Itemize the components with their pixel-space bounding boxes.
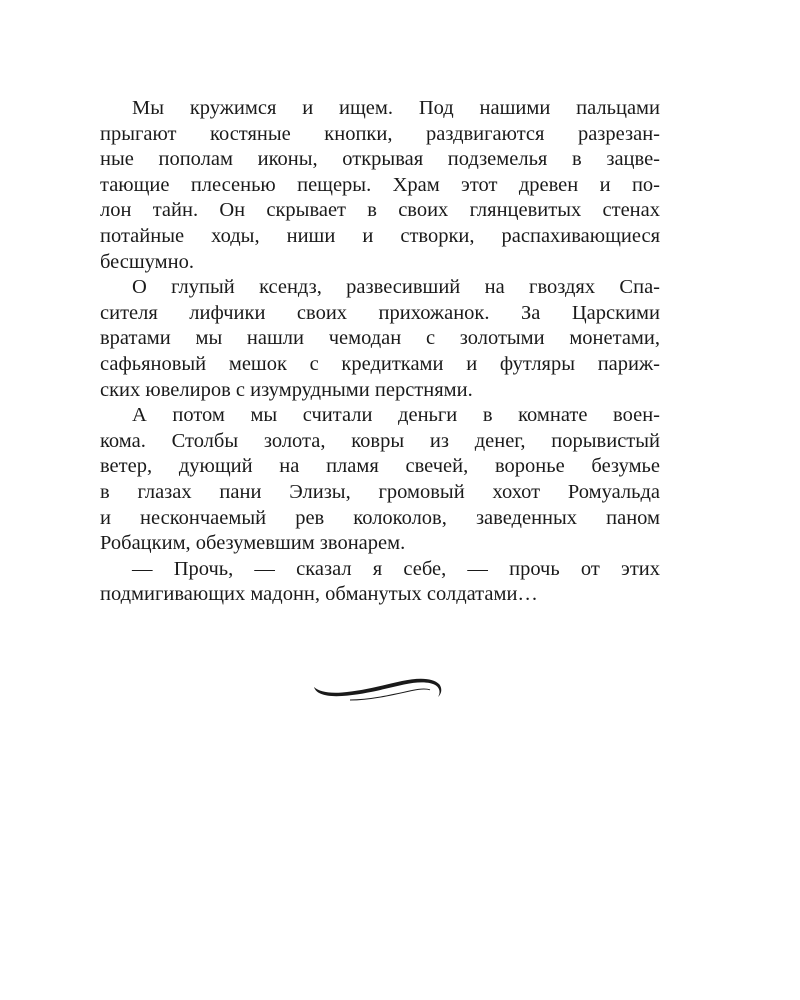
paragraph-3 bbox=[100, 403, 660, 557]
text-line: О глупый ксендз, развесивший на гвоздях Спа- bbox=[132, 276, 660, 299]
text-line: тающие плесенью пещеры. Храм этот древен и по- bbox=[100, 173, 660, 196]
text-line: ских ювелиров с изумрудными перстнями. bbox=[100, 378, 473, 401]
flourish-ornament-icon bbox=[312, 676, 444, 706]
text-line: прыгают костяные кнопки, раздвигаются разрезан- bbox=[100, 122, 660, 145]
text-line: подмигивающих мадонн, обманутых солдатами… bbox=[100, 583, 538, 606]
text-line: А потом мы считали деньги в комнате воен- bbox=[132, 404, 660, 427]
text-line: — Прочь, — сказал я себе, — прочь от этих bbox=[132, 557, 660, 580]
body-text bbox=[100, 96, 660, 608]
text-line: ные пополам иконы, открывая подземелья в зацве- bbox=[100, 148, 660, 171]
text-line: сафьяновый мешок с кредитками и футляры париж- bbox=[100, 352, 660, 375]
text-line: потайные ходы, ниши и створки, распахивающиеся bbox=[100, 224, 660, 247]
text-line: Робацким, обезумевшим звонарем. bbox=[100, 532, 406, 555]
text-line: кома. Столбы золота, ковры из денег, порывистый bbox=[100, 429, 660, 452]
text-line: и нескончаемый рев колоколов, заведенных паном bbox=[100, 506, 660, 529]
text-line: вратами мы нашли чемодан с золотыми монетами, bbox=[100, 327, 660, 350]
text-line: в глазах пани Элизы, громовый хохот Ромуальда bbox=[100, 480, 660, 503]
text-line: сителя лифчики своих прихожанок. За Царскими bbox=[100, 301, 660, 324]
text-line: ветер, дующий на пламя свечей, воронье безумье bbox=[100, 455, 660, 478]
paragraph-1 bbox=[100, 96, 660, 275]
text-line: бесшумно. bbox=[100, 250, 194, 273]
text-line: лон тайн. Он скрывает в своих глянцевитых стенах bbox=[100, 199, 660, 222]
paragraph-2 bbox=[100, 275, 660, 403]
text-line: Мы кружимся и ищем. Под нашими пальцами bbox=[132, 97, 660, 119]
paragraph-4 bbox=[100, 557, 660, 608]
